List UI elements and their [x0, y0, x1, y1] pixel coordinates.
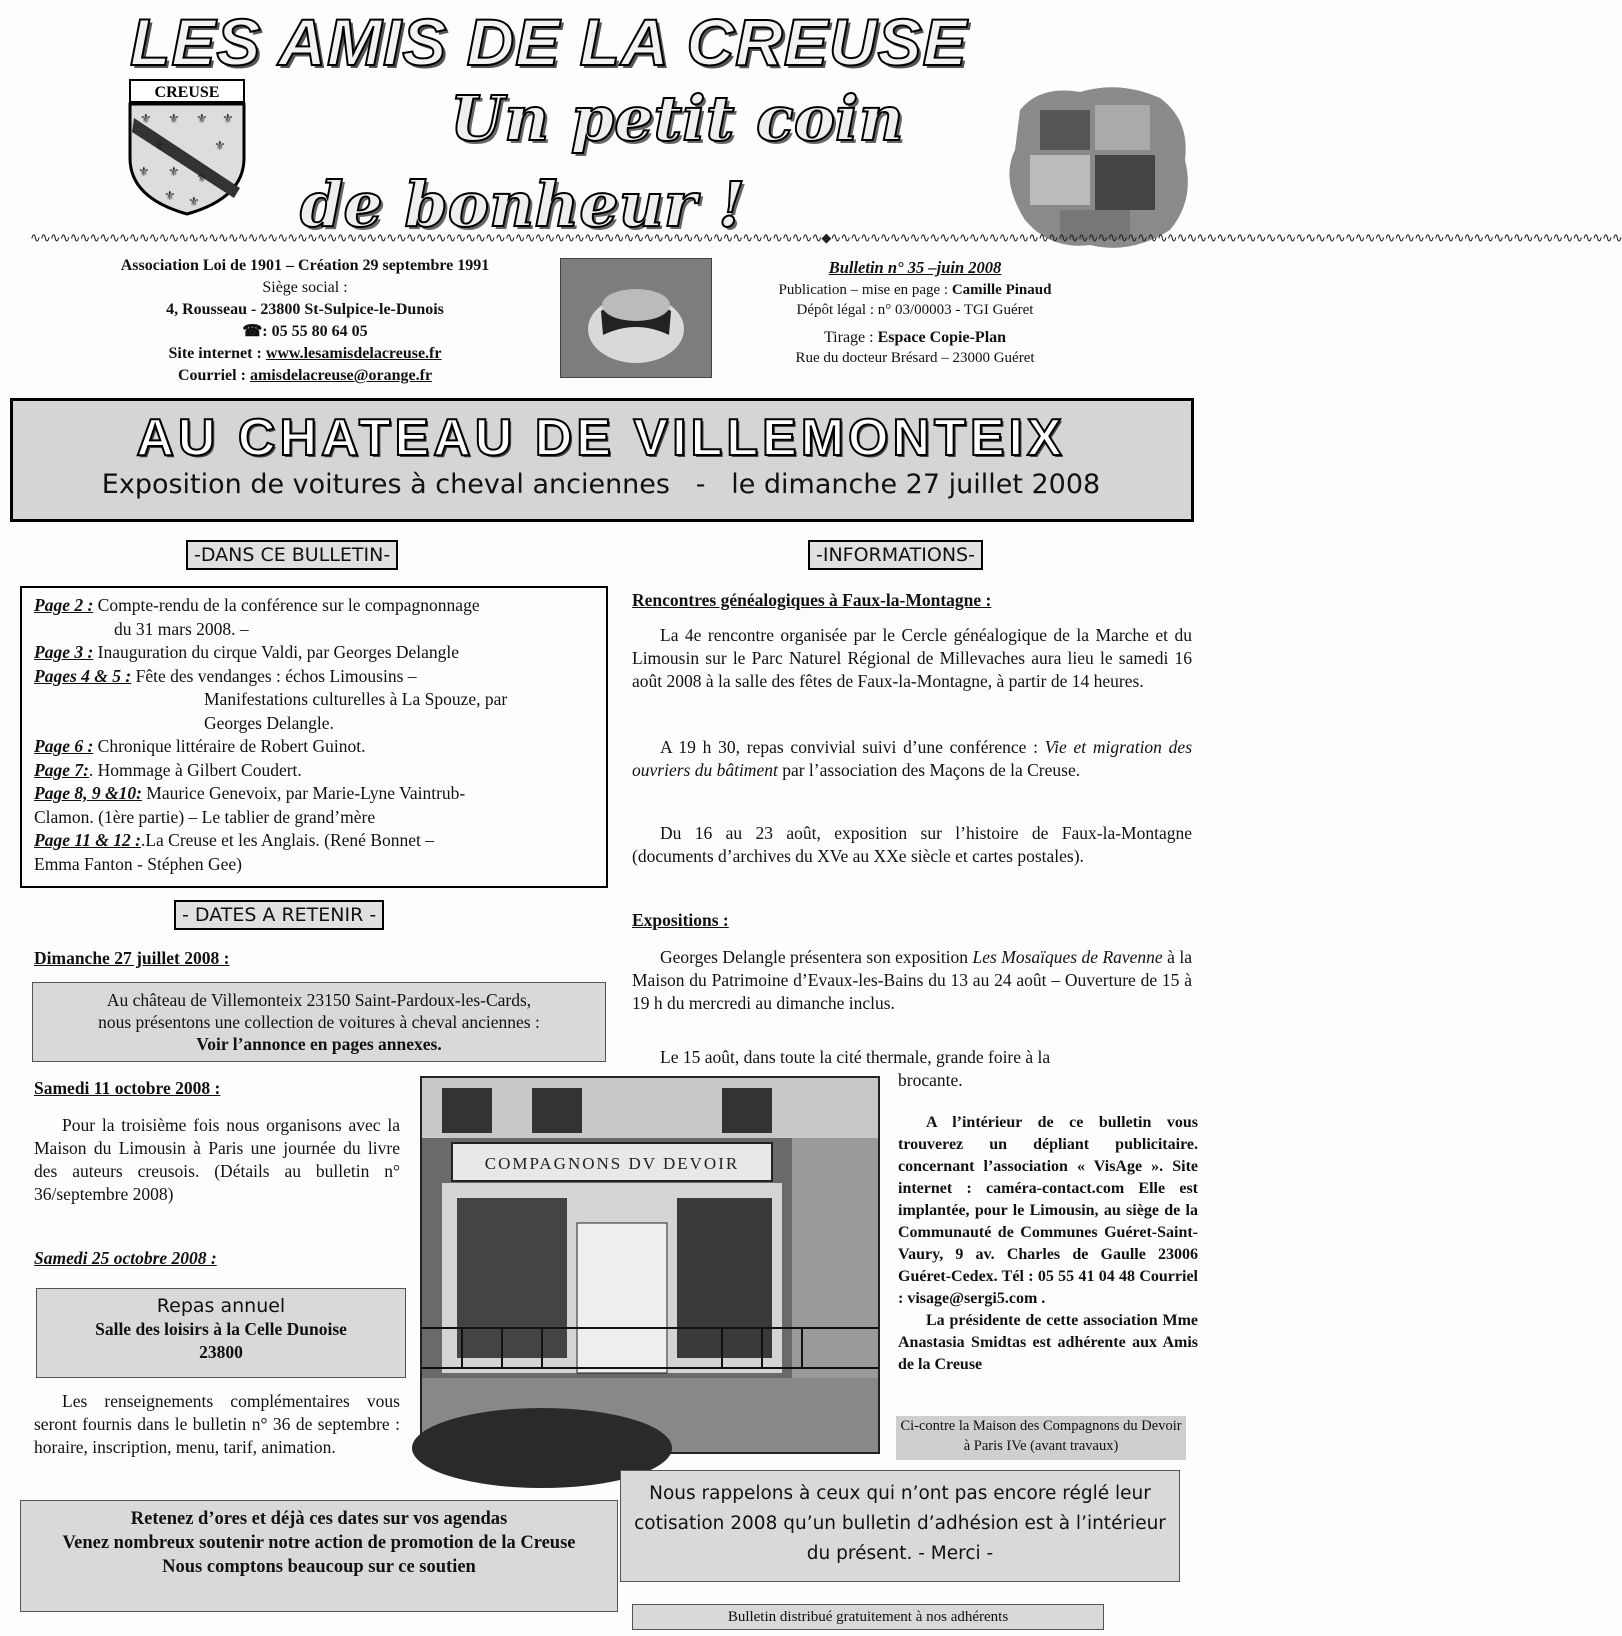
- depot-legal: Dépôt légal : n° 03/00003 - TGI Guéret: [796, 302, 1034, 318]
- site-label: Site internet :: [168, 345, 262, 362]
- toc-item[interactable]: Page 6 : Chronique littéraire de Robert Guinot.: [34, 736, 366, 756]
- crest-label: CREUSE: [154, 84, 220, 101]
- toc-item[interactable]: Pages 4 & 5 : Fête des vendanges : échos Limousins –: [34, 665, 417, 686]
- toc-item-cont: Clamon. (1ère partie) – Le tablier de grand’mère: [34, 806, 376, 827]
- agenda-line: Nous comptons beaucoup sur ce soutien: [162, 1557, 476, 1577]
- publication-info: [720, 258, 1110, 368]
- tirage-value: Espace Copie-Plan: [877, 329, 1007, 346]
- mail-link[interactable]: amisdelacreuse@orange.fr: [249, 367, 433, 384]
- agenda-line: Venez nombreux soutenir notre action de promotion de la Creuse: [62, 1533, 576, 1553]
- repas-postcode: 23800: [199, 1342, 243, 1362]
- notice-line: nous présentons une collection de voitures à cheval anciennes :: [98, 1012, 540, 1032]
- info-paragraph-3: Du 16 au 23 août, exposition sur l’histoire de Faux-la-Montagne (documents d’archives du XVe au XXe siècle et cartes postales).: [632, 823, 1192, 866]
- date-heading-2: Samedi 11 octobre 2008 :: [34, 1078, 221, 1098]
- visage-notice: [898, 1112, 1198, 1376]
- info-heading-1: Rencontres généalogiques à Faux-la-Montagne :: [632, 590, 992, 610]
- svg-text:⚜: ⚜: [164, 189, 176, 204]
- section-tag-sommaire: -DANS CE BULLETIN-: [186, 540, 398, 570]
- distribution-note: Bulletin distribué gratuitement à nos adhérents: [632, 1604, 1104, 1630]
- association-info: [60, 255, 550, 387]
- toc-item-cont: Manifestations culturelles à La Spouze, par: [204, 689, 508, 709]
- info-paragraph-2: A 19 h 30, repas convivial suivi d’une conférence : Vie et migration des ouvriers du bâtiment par l’association des Maçons de la Creuse.: [632, 737, 1193, 780]
- visage-text-2: La présidente de cette association Mme Anastasia Smidtas est adhérente aux Amis de la Creuse: [898, 1312, 1198, 1373]
- event-banner: [10, 398, 1194, 522]
- newsletter-subtitle-2: de bonheur !: [300, 168, 746, 241]
- svg-text:⚜: ⚜: [196, 171, 208, 186]
- date-text-2: Pour la troisième fois nous organisons avec la Maison du Limousin à Paris une journée du livre des auteurs creusois. (Détails au bulletin n° 36/septembre 2008): [34, 1115, 400, 1204]
- association-line1: Association Loi de 1901 – Création 29 septembre 1991: [120, 257, 490, 274]
- toc-item[interactable]: Page 7:. Hommage à Gilbert Coudert.: [34, 759, 302, 780]
- association-line2: Siège social :: [262, 279, 348, 296]
- section-tag-dates: - DATES A RETENIR -: [174, 900, 384, 930]
- notice-line: Voir l’annonce en pages annexes.: [196, 1034, 442, 1054]
- association-address: 4, Rousseau - 23800 St-Sulpice-le-Dunois: [166, 301, 444, 318]
- tirage-address: Rue du docteur Brésard – 23000 Guéret: [795, 350, 1035, 366]
- association-phone: ☎: 05 55 80 64 05: [242, 323, 368, 340]
- banner-title: AU CHATEAU DE VILLEMONTEIX: [136, 409, 1066, 467]
- tirage-label: Tirage :: [823, 329, 874, 346]
- photo-caption: Ci-contre la Maison des Compagnons du Devoir à Paris IVe (avant travaux): [896, 1416, 1186, 1460]
- publication-label: Publication – mise en page :: [778, 282, 949, 298]
- table-of-contents: [20, 586, 608, 888]
- svg-text:⚜: ⚜: [222, 112, 234, 127]
- agenda-line: Retenez d’ores et déjà ces dates sur vos agendas: [130, 1509, 508, 1529]
- publication-value: Camille Pinaud: [951, 282, 1052, 298]
- cotisation-reminder: Nous rappelons à ceux qui n’ont pas encore réglé leur cotisation 2008 qu’un bulletin d’adhésion est à l’intérieur du présent. - Merci -: [620, 1470, 1180, 1582]
- building-sign-text: COMPAGNONS DV DEVOIR: [484, 1154, 740, 1173]
- svg-text:⚜: ⚜: [214, 139, 226, 154]
- svg-text:⚜: ⚜: [138, 165, 150, 180]
- toc-item-cont: Georges Delangle.: [204, 712, 334, 733]
- toc-item[interactable]: Page 8, 9 &10: Maurice Genevoix, par Marie-Lyne Vaintrub-: [34, 783, 466, 803]
- info-paragraph-1: La 4e rencontre organisée par le Cercle généalogique de la Marche et du Limousin sur le Parc Naturel Régional de Millevaches aura lieu le samedi 16 août 2008 à la salle des fêtes de Faux-la-Montagne, à partir de 14 heures.: [632, 625, 1192, 691]
- visage-text: A l’intérieur de ce bulletin vous trouverez un dépliant publicitaire. concernant l’association « VisAge ». Site internet : caméra-contact.com Elle est implantée, pour le Limousin, au siège de la Communauté de Communes Guéret-Saint-Vaury, 9 av. Charles de Gaulle 23006 Guéret-Cedex. Tél : 05 55 41 04 48 Courriel : visage@sergi5.com .: [898, 1114, 1198, 1307]
- notice-line: Au château de Villemonteix 23150 Saint-Pardoux-les-Cards,: [106, 990, 532, 1010]
- toc-item[interactable]: Page 3 : Inauguration du cirque Valdi, par Georges Delangle: [34, 642, 460, 662]
- toc-item-cont: du 31 mars 2008. –: [114, 618, 249, 639]
- creuse-map-collage-image: [1000, 80, 1195, 255]
- svg-text:⚜: ⚜: [188, 195, 200, 210]
- villemonteix-notice: [32, 982, 606, 1062]
- date-heading-1: Dimanche 27 juillet 2008 :: [34, 948, 230, 968]
- toc-item[interactable]: Page 11 & 12 :.La Creuse et les Anglais. (René Bonnet –: [34, 830, 434, 850]
- svg-text:⚜: ⚜: [154, 139, 166, 154]
- agenda-box: [20, 1500, 618, 1612]
- compagnons-building-photo: [420, 1076, 880, 1454]
- info-heading-2: Expositions :: [632, 910, 729, 930]
- repas-place: Salle des loisirs à la Celle Dunoise: [95, 1319, 347, 1339]
- banner-subtitle: Exposition de voitures à cheval anciennes - le dimanche 27 juillet 2008: [101, 469, 1101, 500]
- site-link[interactable]: www.lesamisdelacreuse.fr: [265, 345, 442, 362]
- newsletter-subtitle-1: Un petit coin: [450, 82, 904, 155]
- mail-label: Courriel :: [177, 367, 246, 384]
- bulletin-number: Bulletin n° 35 –juin 2008: [828, 258, 1002, 277]
- hat-photo: [560, 258, 712, 378]
- info-paragraph-5b: brocante.: [898, 1070, 963, 1090]
- info-paragraph-5: Le 15 août, dans toute la cité thermale, grande foire à la: [660, 1047, 1051, 1067]
- date-heading-3: Samedi 25 octobre 2008 :: [34, 1248, 217, 1268]
- repas-annuel-box: [36, 1288, 406, 1378]
- section-tag-informations: -INFORMATIONS-: [808, 540, 983, 570]
- repas-title: Repas annuel: [156, 1295, 286, 1317]
- toc-item[interactable]: Page 2 : Compte-rendu de la conférence sur le compagnonnage: [34, 595, 480, 615]
- svg-text:⚜: ⚜: [196, 112, 208, 127]
- newsletter-title: LES AMIS DE LA CREUSE: [130, 5, 968, 79]
- creuse-crest-logo: [124, 78, 250, 216]
- svg-text:⚜: ⚜: [168, 165, 180, 180]
- info-paragraph-4: Georges Delangle présentera son exposition Les Mosaïques de Ravenne à la Maison du Patrimoine d’Evaux-les-Bains du 13 au 24 août – Ouverture de 15 à 19 h du mercredi au dimanche inclus.: [632, 947, 1192, 1013]
- svg-text:⚜: ⚜: [168, 112, 180, 127]
- date-text-3: Les renseignements complémentaires vous seront fournis dans le bulletin n° 36 de septembre : horaire, inscription, menu, tarif, animation.: [34, 1391, 400, 1457]
- svg-text:⚜: ⚜: [140, 112, 152, 127]
- decorative-separator: ∿∿∿∿∿∿∿∿∿∿∿∿∿∿∿∿∿∿∿∿∿∿∿∿∿∿∿∿∿∿∿∿∿∿∿∿∿∿∿∿∿∿∿∿∿∿∿∿∿∿∿∿∿∿∿∿∿∿∿∿∿∿∿∿∿∿∿∿∿∿∿∿∿∿∿∿∿∿∿∿◆∿∿∿∿∿∿∿∿∿∿∿∿∿∿∿∿∿∿∿∿∿∿∿∿∿∿∿∿∿∿∿∿∿∿∿∿∿∿∿∿∿∿∿∿∿∿∿∿∿∿∿∿∿∿∿∿∿∿∿∿∿∿∿∿∿∿∿∿∿∿∿∿∿∿∿∿∿∿∿∿: [30, 230, 1622, 245]
- toc-item-cont: Emma Fanton - Stéphen Gee): [34, 853, 243, 874]
